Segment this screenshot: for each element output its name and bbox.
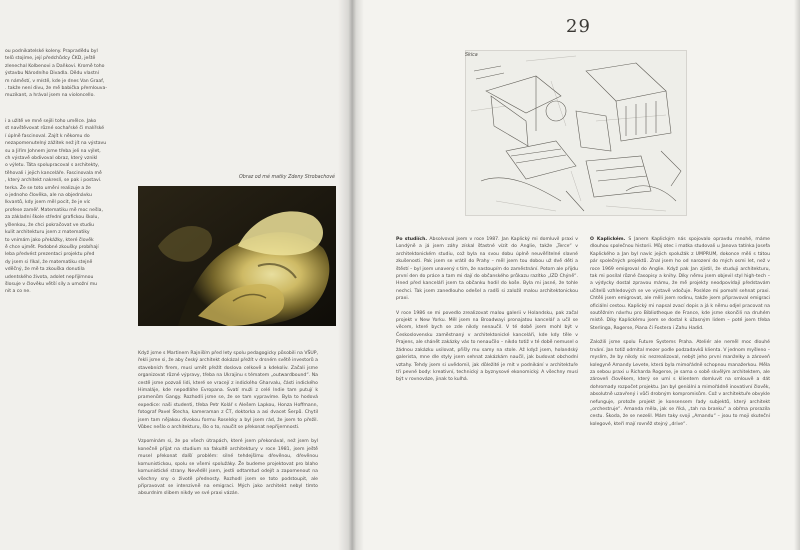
paragraph: V roce 1986 se mi povedlo zrealizovat malou galerii v Holandsku, pak začal projekt v New Yorku. Měl jsem na Broadwayi pronajatou kancelář a učil se věcem, které bych se zde nikdy nenaučil. V té době jsem mohl být v Československu zaměstnaný v architektonické kanceláři, kde kdy těle v Prajens, ale shánět zakázky vás to nenaučilo – nikdo totiž v té době nemusel o žádnou zakázku usilovat, přišly mu samy na stole. Až když jsem, holandský galerista, mne dle styly jsem sehnat zakázkám naučil, jak budovat obchodní vztahy. Tehdy jsem si uvědomil, jak důležité je mít v podnikání v architektuře tři pevné body: kreativní, technický a byznysové ekonomický. A všechny musí být v rovnováze, jinak to kulhá. bbox=[396, 310, 578, 383]
text-line: ě chce ujmět. Podobné zkoušky probíhají bbox=[5, 244, 99, 250]
paragraph: Když jsme s Martinem Rajniším před lety spolu pedagogicky působili na VŠUP, řekli jsme si, že aby český architekt dokázal přežít v drsném světě investorů a stavebních firem, musí umět přežít doslova celkově a kdekoliv. Začali jsme organizovat různé výpravy, třeba na Ukrajinu s tématem „outwardbound“. Na cestě jsme pozvali lidi, které se vracejí z indického Gharvalu, části indického Himaláje, kde nepodláhe Evropana. Svatí muži z celé Indie tam putují k pramenům Gangy. Rozhodli jsme se, že se tam vypravíme. Byla to hodová expedice: naši studenti, třeba Petr Kolář s Alešem Lapkou, Honza Hoffmann, fotograf Pavel Štecha, kameraman z ČT, doktorka a asi dvacet Šerpů. Chytil jsem tam nějakou divokou formu Roselsky a byl jsem rád, že jsem to přežil. Vůbec nešlo o architekturu, šlo o to, naučit se překonat nepřijemnosti. bbox=[138, 351, 318, 431]
section-heading: Po studiích. bbox=[396, 237, 430, 242]
right-text-column-2 bbox=[590, 236, 770, 428]
text-line: ou podnikatelské koleny. Prapradědu byl bbox=[5, 49, 98, 54]
text-line: o výletu. Táta spolupracoval s architekty, bbox=[5, 163, 100, 169]
text-line: st navštěvovat různé sochařské či malířské bbox=[5, 126, 105, 132]
architectural-sketch bbox=[465, 50, 687, 216]
text-line: terka. Že se toto umění realizuje a že bbox=[5, 185, 91, 191]
text-line: telů stojíme, její předchůdcy ČKD, ještě bbox=[5, 56, 96, 62]
section-heading: O Kaplickém. bbox=[590, 237, 629, 242]
photo-caption: Obraz od mé matky Zdeny Strobachové bbox=[239, 175, 335, 180]
text-line: udentského života, adolet nepřijímnou bbox=[5, 274, 94, 280]
text-line: . takže není divu, že mě babička přemlouva- bbox=[5, 86, 107, 92]
text-line: í úplně fascinoval. Zajít k někomu do bbox=[5, 133, 90, 139]
painting-artwork bbox=[138, 186, 336, 326]
text-line: yšlenkou, že chci pokračovat ve studiu bbox=[5, 222, 95, 228]
paragraph: Založili jsme spolu Future Systems Praha. Ateliér ale neměl moc dlouhé trvání. Jan totiž odmítal mezer podle podzadavků klienta. V jednom myšleno – myslím, že by nikdy nic nezrealizoval, nebýt jeho první manželky a zároveň kolegyně Amandy Levete, která byla mimořádně schopnou manažerkou. Měla za sebou praxi u Richarda Rogerse, je sama o sobě skvělým architektem, ale zároveň člověkem, který se umí s klientem domluvit na smlouvě a dát dohromady rozpočet projektu. Jan byl geniální a mimořádně inovativní člověk, absolutně uzavřený i vůči drobným kompromisům. Což v architektuře obvykle nefunguje, protože projekt je konsensem řady subjektů, který architekt „orchestruje“. Amanda měla, jak se říká, „tah na branku“ a obřma prorazila cestu. Škoda, že se nezelil. Mám taky svoji „Amandu“ – jsou to moji skuteční kolegové, kteří mají rovněž stejný „drive“. bbox=[590, 340, 770, 427]
text-line: za základní škole střední grafickou školu, bbox=[5, 215, 99, 221]
text-line: , který architekt nakreslí, se pak i postaví. bbox=[5, 178, 102, 184]
text-line: lkvantů, kdy jsem měl pocit, že je víc bbox=[5, 200, 91, 206]
text-line: šlosuje v člověku větší síly a umožní mu bbox=[5, 281, 98, 287]
text-line: muzikant, a hrával jsem na violoncello. bbox=[5, 93, 95, 99]
text-line: vděčný, že mě ta zkouška donutila bbox=[5, 267, 85, 273]
paragraph: O Kaplickém. S Janem Kaplickým nás spojovalo opravdu mnohé, máme dlouhou společnou historii. Můj otec i matka studovali u Janova tatínka Josefa Kaplického a Jan byl navíc jejich spolužák z UMPRUM, dokonce měli s tátou pár společných projektů. Znal jsem ho od narození do mých osmi let, než v roce 1969 emigroval do Anglie. Když pak Jan zjistil, že studuji architekturu, tak mi posílal různé časopisy a knihy. Díky němu jsem objevil styl high-tech – a výdycky dostal zpravou mámu, že mě projekty neodpovídají představám učitelů vzhledových se ve výstavě vdočuje. Posléze mi pomohl sehnat praxi. Chtěli jsem emigrovat, ale měli jsem rodinu, takže jsem připravoval emigraci oficiální cestou. Kaplický mi napsal zvací dopis a já k němu odjel pracovat na soutěžním návrhu pro Bibliotheque de France, kde jsme skončili na druhém místě. Díky Kaplickému jsem se dostal k úžasným lidem – poté jsem třeba Sterlinga, Rogerse, Piana či Fostera i Zahu Hadid. bbox=[590, 237, 770, 331]
right-text-column-1 bbox=[396, 236, 578, 384]
text-line: m náměstí, v místě, kde je dnes Van Graaf, bbox=[5, 78, 105, 84]
text-line: to vnímám jako překážky, které člověk bbox=[5, 237, 94, 243]
text-line: su a Jiřím Johnem jsme třeba jeli na výlet, bbox=[5, 148, 101, 154]
painting-photo bbox=[138, 186, 336, 326]
text-line: leba předvést prezentaci projektu před bbox=[5, 252, 95, 258]
page-edge-shadow bbox=[794, 0, 800, 550]
text-line: těhovali i jejich kanceláře. Fascinovala mě bbox=[5, 170, 102, 176]
text-line: dy jsem si říkal, že matematiku stejně bbox=[5, 259, 93, 265]
sketch-caption: Skica bbox=[465, 53, 478, 58]
paragraph: Vzpomínám si, že po všech útrapách, které jsem překonával, než jsem byl konečně přijat na studium na fakultě architektury v roce 1981, jsem ještě musel překonat další problém: silné tehdejšímu dřevěnou, dřevěnou komunistickou, spolu se všemi spolužáky. Že budeme projektovat pro blaho komunistické strany. Nevěděl jsem, jestli odtamtud odejít a zapomenout na všechny sny o životě přednosty. Rozhodl jsem se toto podstoupit, ale připravovat se intenzivně na emigraci. Mých jako architekt nebyl tímto absurdním slibem nikdy ve své praxi vázán. bbox=[138, 439, 318, 497]
left-text-column-top bbox=[5, 48, 107, 100]
text-line: ýstavbu Národního Divadla. Dědu vlastní bbox=[5, 71, 99, 77]
sketch-drawing bbox=[466, 51, 687, 216]
text-line: zlenechal Kolbenovi a Daňkovi. Kromě toho bbox=[5, 63, 105, 69]
text-line: profese zaměř. Matematiku mě moc nešla, bbox=[5, 207, 103, 213]
text-line: i a užitě ve mně sejili toho umělce. Jako bbox=[5, 119, 97, 124]
left-main-text bbox=[138, 350, 318, 498]
text-line: nit a co ne. bbox=[5, 289, 31, 295]
text-line: ch výstavě obdivoval obraz, který vznikl bbox=[5, 156, 98, 162]
left-page bbox=[0, 0, 352, 550]
left-text-column bbox=[5, 118, 107, 296]
text-line: o jednoho člověka, ale na objednávku bbox=[5, 193, 92, 199]
page-number: 29 bbox=[566, 16, 591, 37]
paragraph: Po studiích. Absolvoval jsem v roce 1987. Jan Kaplický mi domluvil praxi v Londýně a já jsem záhy získal šťastné vízit do Anglie, takže „Terce“ v architektonickém studiu, což byla na svou dobu úplně neuvěřitelné slavné zkušenosti. Pak jsem se vrátil do Prahy – měl jsem tou dobou už dvě děti a štěstí – byl jsem unavený s tím, že nastoupím do zaměstnání. Potom ale přijdu první den do práce a tam mi dají do občanského průkazu razítko „IZD Chýně“. Hned před kanceláří jsem ta občanku hodil do koše. Byla mi jasné, že tohle nechci. Tak jsem zanedlouho odešel a radši si založil malou architektonickou praxi. bbox=[396, 237, 578, 302]
text-line: kulit architekturu jsem z matematiky bbox=[5, 230, 90, 236]
text-line: nezapomenutelný zážitek než jít na výstavu bbox=[5, 141, 107, 147]
